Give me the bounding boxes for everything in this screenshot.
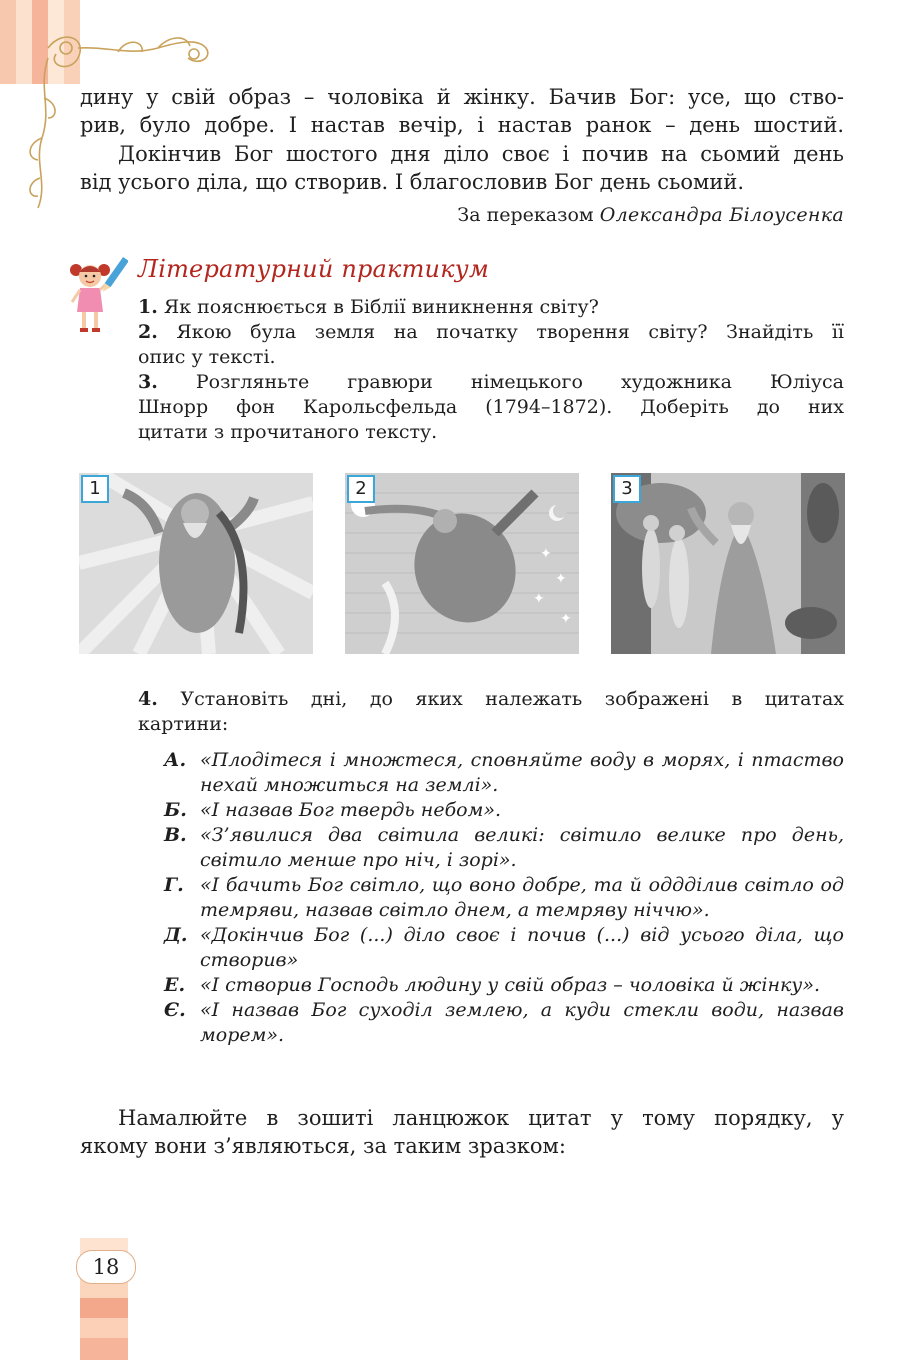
engraving-3 bbox=[611, 473, 845, 654]
quote-item bbox=[164, 973, 844, 998]
quote-list bbox=[164, 748, 844, 1048]
quote-text: «Докінчив Бог (...) діло своє і почив (...) від усього діла, що створив» bbox=[200, 924, 844, 971]
page-number: 18 bbox=[76, 1250, 136, 1284]
question-2-cont: опис у тексті. bbox=[138, 346, 276, 368]
quote-letter: Г. bbox=[164, 874, 184, 896]
question-4: 4. Установіть дні, до яких належать зображені в цитатах картини: bbox=[138, 688, 844, 735]
source-prefix: За переказом bbox=[457, 204, 600, 226]
section-title: Літературний практикум bbox=[138, 255, 489, 283]
girl-with-pencil-icon bbox=[66, 256, 128, 336]
text-line: дину у свій образ – чоловіка й жінку. Бачив Бог: усе, що ство- bbox=[80, 85, 844, 109]
quote-letter: Б. bbox=[164, 799, 187, 821]
engraving-2-image bbox=[345, 473, 579, 654]
question-2: 2. Якою була земля на початку творення світу? Знайдіть її bbox=[138, 321, 844, 343]
quote-item bbox=[164, 998, 844, 1048]
quote-item bbox=[164, 873, 844, 923]
engraving-1 bbox=[79, 473, 313, 654]
quote-item bbox=[164, 923, 844, 973]
question-1: 1. Як пояснюється в Біблії виникнення світу? bbox=[138, 296, 599, 318]
question-3-cont: цитати з прочитаного тексту. bbox=[138, 421, 438, 443]
quote-letter: Е. bbox=[164, 974, 186, 996]
quote-text: «Плодітеся і множтеся, сповняйте воду в морях, і птаство нехай множиться на землі». bbox=[200, 749, 844, 796]
svg-text:✦: ✦ bbox=[540, 546, 552, 562]
question-number: 2. bbox=[138, 321, 158, 343]
question-number: 3. bbox=[138, 371, 158, 393]
quote-letter: А. bbox=[164, 749, 187, 771]
quote-item bbox=[164, 823, 844, 873]
engraving-1-image bbox=[79, 473, 313, 654]
picture-number: 2 bbox=[347, 475, 375, 503]
quote-text: «З’явилися два світила великі: світило велике про день, світило менше про ніч, і зорі». bbox=[200, 824, 844, 871]
text-line: від усього діла, що створив. І благословив Бог день сьомий. bbox=[80, 170, 745, 194]
question-number: 4. bbox=[138, 688, 158, 710]
text-line: Докінчив Бог шостого дня діло своє і почив на сьомий день bbox=[118, 142, 844, 166]
quote-letter: Є. bbox=[164, 999, 186, 1021]
engraving-2 bbox=[345, 473, 579, 654]
question-3: 3. Розгляньте гравюри німецького художника Юліуса bbox=[138, 371, 844, 393]
svg-text:✦: ✦ bbox=[555, 571, 567, 587]
question-4-cont: картини: bbox=[138, 713, 229, 735]
engraving-3-image bbox=[611, 473, 845, 654]
svg-text:✦: ✦ bbox=[560, 611, 572, 627]
text-line: рив, було добре. І настав вечір, і настав ранок – день шостий. bbox=[80, 113, 844, 137]
quote-text: «І назвав Бог суходіл землею, а куди стекли води, назвав морем». bbox=[200, 999, 844, 1046]
question-number: 1. bbox=[138, 296, 158, 318]
task-instruction: Намалюйте в зошиті ланцюжок цитат у тому порядку, у якому вони з’являються, за таким зразком: bbox=[80, 1106, 844, 1158]
source-author: Олександра Білоусенка bbox=[599, 204, 844, 226]
picture-number: 3 bbox=[613, 475, 641, 503]
question-list bbox=[138, 295, 844, 445]
quote-letter: В. bbox=[164, 824, 187, 846]
quote-item bbox=[164, 748, 844, 798]
svg-text:✦: ✦ bbox=[533, 591, 545, 607]
quote-letter: Д. bbox=[164, 924, 188, 946]
source-attribution bbox=[457, 202, 844, 228]
quote-text: «І створив Господь людину у свій образ – чоловіка й жінку». bbox=[200, 974, 820, 996]
quote-text: «І назвав Бог твердь небом». bbox=[200, 799, 502, 821]
picture-number: 1 bbox=[81, 475, 109, 503]
quote-item bbox=[164, 798, 844, 823]
question-3-cont: Шнорр фон Карольсфельда (1794–1872). Доберіть до них bbox=[138, 396, 844, 418]
quote-text: «І бачить Бог світло, що воно добре, та й оддділив світло од темряви, назвав світло днем, а темряву ніччю». bbox=[200, 874, 844, 921]
